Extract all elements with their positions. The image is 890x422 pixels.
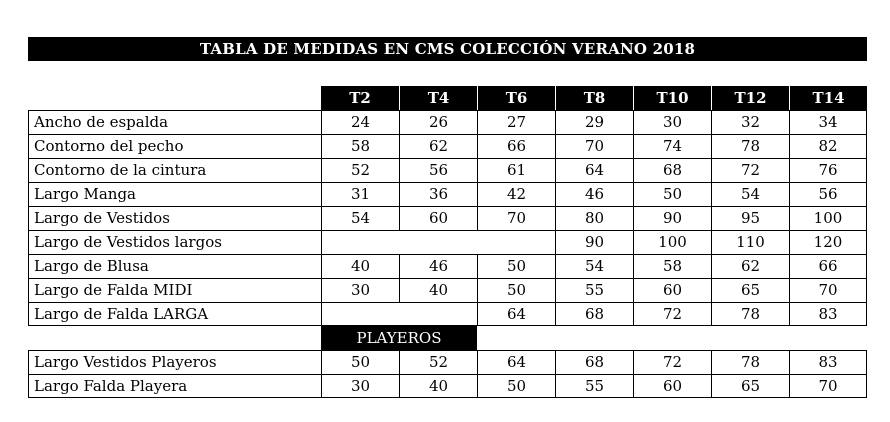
table-cell: 62 bbox=[711, 254, 789, 278]
table-cell: 58 bbox=[633, 254, 711, 278]
table-cell: 80 bbox=[555, 206, 633, 230]
table-cell: 90 bbox=[555, 230, 633, 254]
table-cell: 27 bbox=[477, 110, 555, 134]
table-cell: 30 bbox=[321, 278, 399, 302]
table-cell: 42 bbox=[477, 182, 555, 206]
size-header-t12: T12 bbox=[711, 86, 789, 110]
table-cell: 90 bbox=[633, 206, 711, 230]
table-cell: 36 bbox=[399, 182, 477, 206]
table-cell: 66 bbox=[789, 254, 867, 278]
table-cell: 74 bbox=[633, 134, 711, 158]
table-cell: 95 bbox=[711, 206, 789, 230]
table-cell: 34 bbox=[789, 110, 867, 134]
table-cell: 100 bbox=[789, 206, 867, 230]
table-cell: 68 bbox=[555, 302, 633, 326]
table-cell: 78 bbox=[711, 134, 789, 158]
table-cell: 31 bbox=[321, 182, 399, 206]
row-label: Largo Vestidos Playeros bbox=[28, 350, 321, 374]
table-cell: 72 bbox=[633, 302, 711, 326]
size-chart-table bbox=[28, 86, 867, 398]
size-header-t2: T2 bbox=[321, 86, 399, 110]
table-cell: 26 bbox=[399, 110, 477, 134]
table-cell: 76 bbox=[789, 158, 867, 182]
table-cell: 46 bbox=[399, 254, 477, 278]
table-cell: 78 bbox=[711, 350, 789, 374]
size-header-t10: T10 bbox=[633, 86, 711, 110]
size-header-t14: T14 bbox=[789, 86, 867, 110]
table-cell: 40 bbox=[399, 278, 477, 302]
table-cell: 70 bbox=[477, 206, 555, 230]
table-cell: 60 bbox=[633, 278, 711, 302]
row-label: Largo de Vestidos bbox=[28, 206, 321, 230]
row-label: Contorno del pecho bbox=[28, 134, 321, 158]
size-header-t8: T8 bbox=[555, 86, 633, 110]
table-cell: 50 bbox=[633, 182, 711, 206]
size-header-t6: T6 bbox=[477, 86, 555, 110]
table-cell: 64 bbox=[555, 158, 633, 182]
table-cell: 60 bbox=[633, 374, 711, 398]
row-label: Ancho de espalda bbox=[28, 110, 321, 134]
table-cell: 30 bbox=[633, 110, 711, 134]
table-cell: 83 bbox=[789, 350, 867, 374]
table-cell: 50 bbox=[477, 254, 555, 278]
table-cell: 78 bbox=[711, 302, 789, 326]
table-cell: 60 bbox=[399, 206, 477, 230]
row-label: Largo de Falda LARGA bbox=[28, 302, 321, 326]
table-cell: 30 bbox=[321, 374, 399, 398]
empty-cell bbox=[321, 302, 477, 326]
table-cell: 83 bbox=[789, 302, 867, 326]
table-cell: 64 bbox=[477, 350, 555, 374]
row-label: Largo Falda Playera bbox=[28, 374, 321, 398]
row-label: Largo Manga bbox=[28, 182, 321, 206]
table-cell: 40 bbox=[321, 254, 399, 278]
table-cell: 68 bbox=[633, 158, 711, 182]
table-cell: 120 bbox=[789, 230, 867, 254]
table-cell: 62 bbox=[399, 134, 477, 158]
table-cell: 55 bbox=[555, 374, 633, 398]
table-cell: 65 bbox=[711, 278, 789, 302]
row-label: Largo de Falda MIDI bbox=[28, 278, 321, 302]
table-cell: 52 bbox=[321, 158, 399, 182]
row-label: Largo de Vestidos largos bbox=[28, 230, 321, 254]
table-cell: 54 bbox=[555, 254, 633, 278]
table-title: TABLA DE MEDIDAS EN CMS COLECCIÓN VERANO 2018 bbox=[28, 37, 867, 61]
table-cell: 56 bbox=[399, 158, 477, 182]
table-cell: 100 bbox=[633, 230, 711, 254]
table-cell: 46 bbox=[555, 182, 633, 206]
table-cell: 58 bbox=[321, 134, 399, 158]
table-cell: 56 bbox=[789, 182, 867, 206]
table-cell: 61 bbox=[477, 158, 555, 182]
table-cell: 32 bbox=[711, 110, 789, 134]
table-cell: 50 bbox=[477, 278, 555, 302]
row-label: Contorno de la cintura bbox=[28, 158, 321, 182]
table-cell: 55 bbox=[555, 278, 633, 302]
table-cell: 50 bbox=[321, 350, 399, 374]
table-cell: 110 bbox=[711, 230, 789, 254]
table-cell: 68 bbox=[555, 350, 633, 374]
table-cell: 54 bbox=[321, 206, 399, 230]
table-cell: 50 bbox=[477, 374, 555, 398]
table-cell: 29 bbox=[555, 110, 633, 134]
row-label: Largo de Blusa bbox=[28, 254, 321, 278]
table-cell: 70 bbox=[789, 278, 867, 302]
table-cell: 64 bbox=[477, 302, 555, 326]
table-cell: 72 bbox=[633, 350, 711, 374]
table-cell: 40 bbox=[399, 374, 477, 398]
empty-cell bbox=[321, 230, 555, 254]
size-header-t4: T4 bbox=[399, 86, 477, 110]
table-cell: 70 bbox=[555, 134, 633, 158]
table-cell: 54 bbox=[711, 182, 789, 206]
table-cell: 65 bbox=[711, 374, 789, 398]
table-cell: 70 bbox=[789, 374, 867, 398]
section-label-playeros: PLAYEROS bbox=[321, 326, 477, 350]
table-cell: 72 bbox=[711, 158, 789, 182]
table-cell: 66 bbox=[477, 134, 555, 158]
table-cell: 52 bbox=[399, 350, 477, 374]
table-cell: 24 bbox=[321, 110, 399, 134]
table-cell: 82 bbox=[789, 134, 867, 158]
